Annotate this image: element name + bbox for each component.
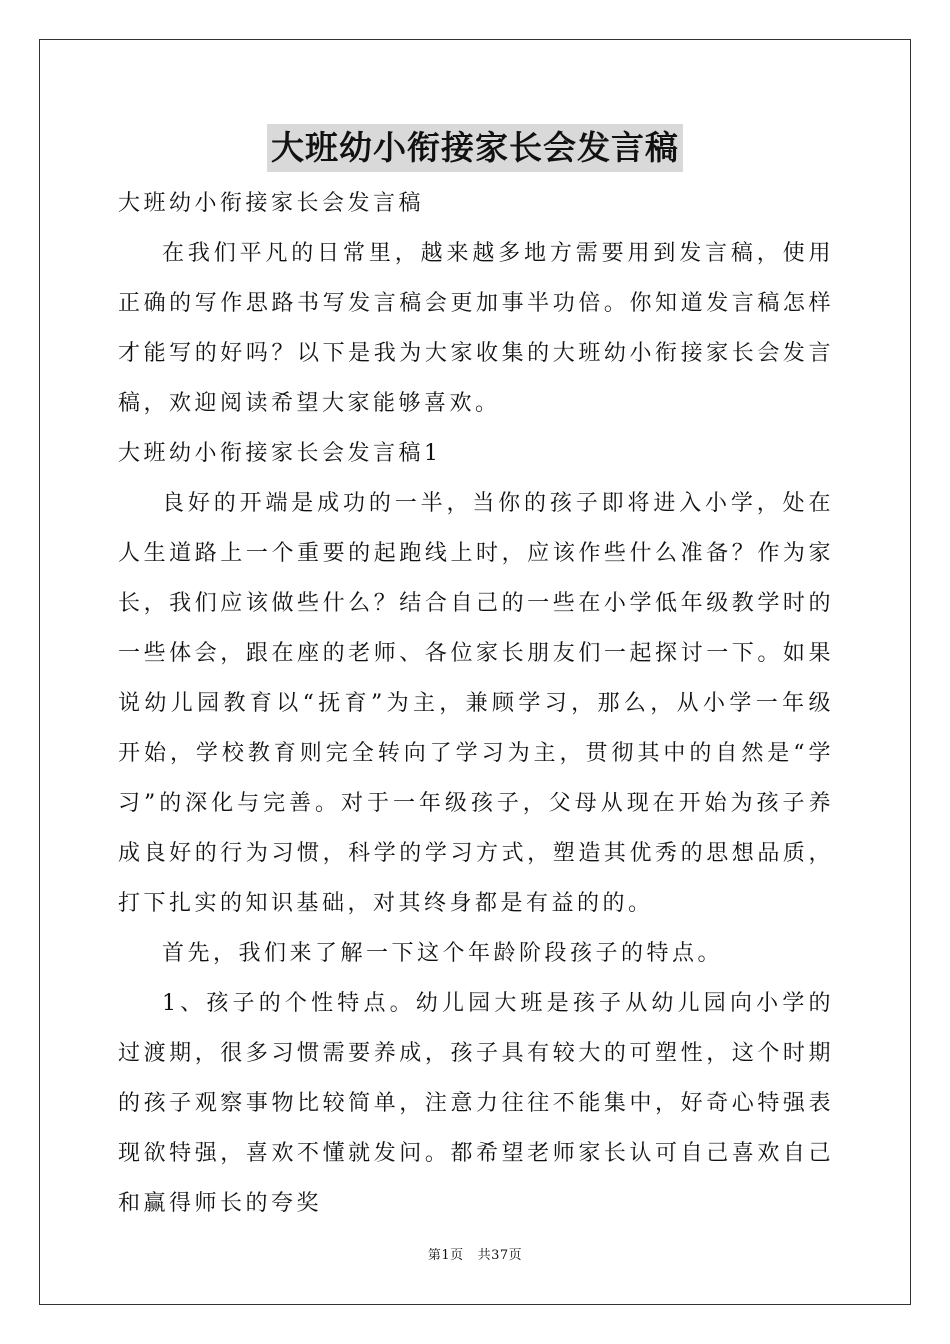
paragraph-subtitle: 大班幼小衔接家长会发言稿 xyxy=(118,191,425,216)
page-footer xyxy=(0,1244,950,1263)
paragraph-body-1: 良好的开端是成功的一半，当你的孩子即将进入小学，处在人生道路上一个重要的起跑线上时，应该作些什么准备？作为家长，我们应该做些什么？结合自己的一些在小学低年级教学时的一些体会，跟在座的老师、各位家长朋友们一起探讨一下。如果说幼儿园教育以“抚育”为主，兼顾学习，那么，从小学一年级开始，学校教育则完全转向了学习为主，贯彻其中的自然是“学习”的深化与完善。对于一年级孩子，父母从现在开始为孩子养成良好的行为习惯，科学的学习方式，塑造其优秀的思想品质，打下扎实的知识基础，对其终身都是有益的的。 xyxy=(118,491,834,916)
paragraph-body-2: 首先，我们来了解一下这个年龄阶段孩子的特点。 xyxy=(162,941,724,966)
document-body xyxy=(118,179,834,1229)
paragraph-intro: 在我们平凡的日常里，越来越多地方需要用到发言稿，使用正确的写作思路书写发言稿会更加事半功倍。你知道发言稿怎样才能写的好吗？以下是我为大家收集的大班幼小衔接家长会发言稿，欢迎阅读希望大家能够喜欢。 xyxy=(118,241,834,416)
document-title: 大班幼小衔接家长会发言稿 xyxy=(267,124,683,172)
section-heading: 大班幼小衔接家长会发言稿1 xyxy=(118,441,442,466)
paragraph-body-3: 1、孩子的个性特点。幼儿园大班是孩子从幼儿园向小学的过渡期，很多习惯需要养成，孩子具有较大的可塑性，这个时期的孩子观察事物比较简单，注意力往往不能集中，好奇心特强表现欲特强，喜欢不懂就发问。都希望老师家长认可自己喜欢自己和赢得师长的夸奖 xyxy=(118,991,834,1216)
total-pages: 共37页 xyxy=(477,1248,523,1263)
page-number: 第1页 xyxy=(427,1248,464,1263)
title-container xyxy=(0,124,950,172)
